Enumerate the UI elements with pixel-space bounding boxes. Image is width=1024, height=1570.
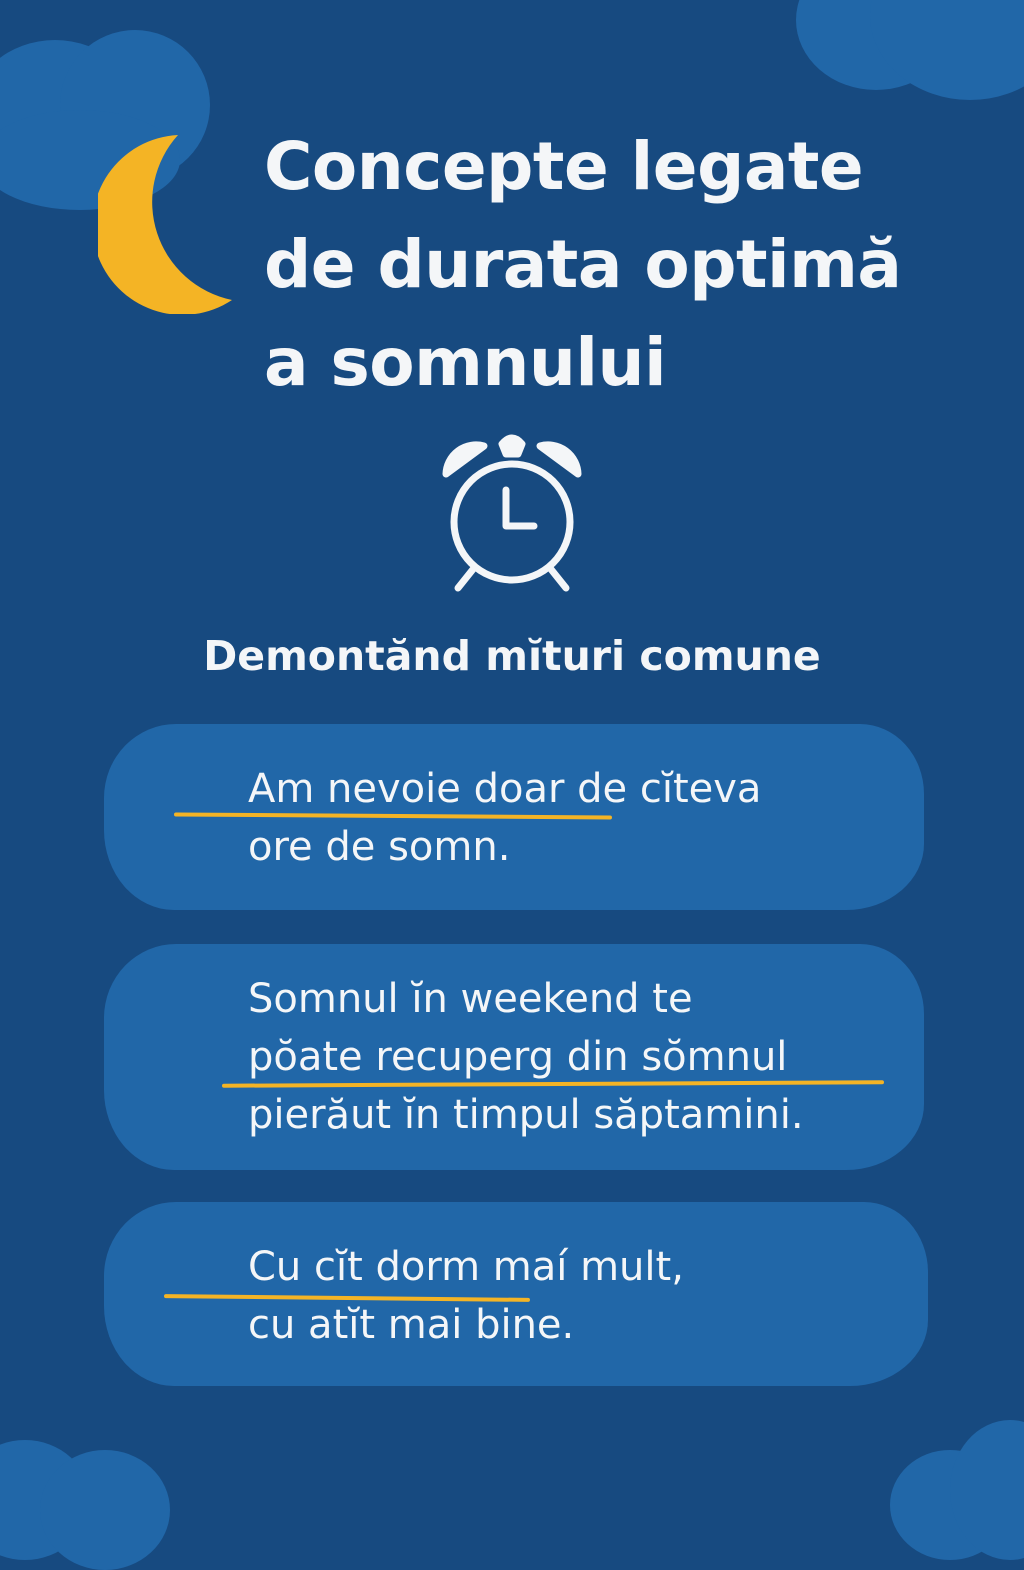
title-line-1: Concepte legate [264, 128, 864, 205]
myth-2-line-1: Somnul ĭn weekend te [248, 976, 693, 1022]
crescent-moon-icon [98, 132, 234, 314]
title-line-2: de durata optimă [264, 226, 902, 303]
section-subtitle: Demontănd mĭturi comune [203, 632, 821, 680]
myth-2-line-3: pierăut ĭn timpul săptamini. [248, 1092, 804, 1138]
myth-1-text [248, 760, 761, 876]
myth-3-text [248, 1238, 684, 1354]
page-title [264, 118, 984, 412]
myth-1-line-1: Am nevoie doar de cĭteva [248, 766, 762, 812]
myth-2-line-2: pŏate recuperg din sŏmnul [248, 1034, 788, 1080]
cloud-bottom-left-puff [40, 1450, 170, 1570]
title-line-3: a somnului [264, 324, 667, 401]
myth-3-line-1: Cu cĭt dorm maí mult, [248, 1244, 684, 1290]
alarm-clock-icon [438, 432, 586, 596]
myth-2-text [248, 970, 804, 1144]
myth-1-line-2: ore de somn. [248, 824, 511, 870]
myth-3-line-2: cu atĭt mai bine. [248, 1302, 575, 1348]
